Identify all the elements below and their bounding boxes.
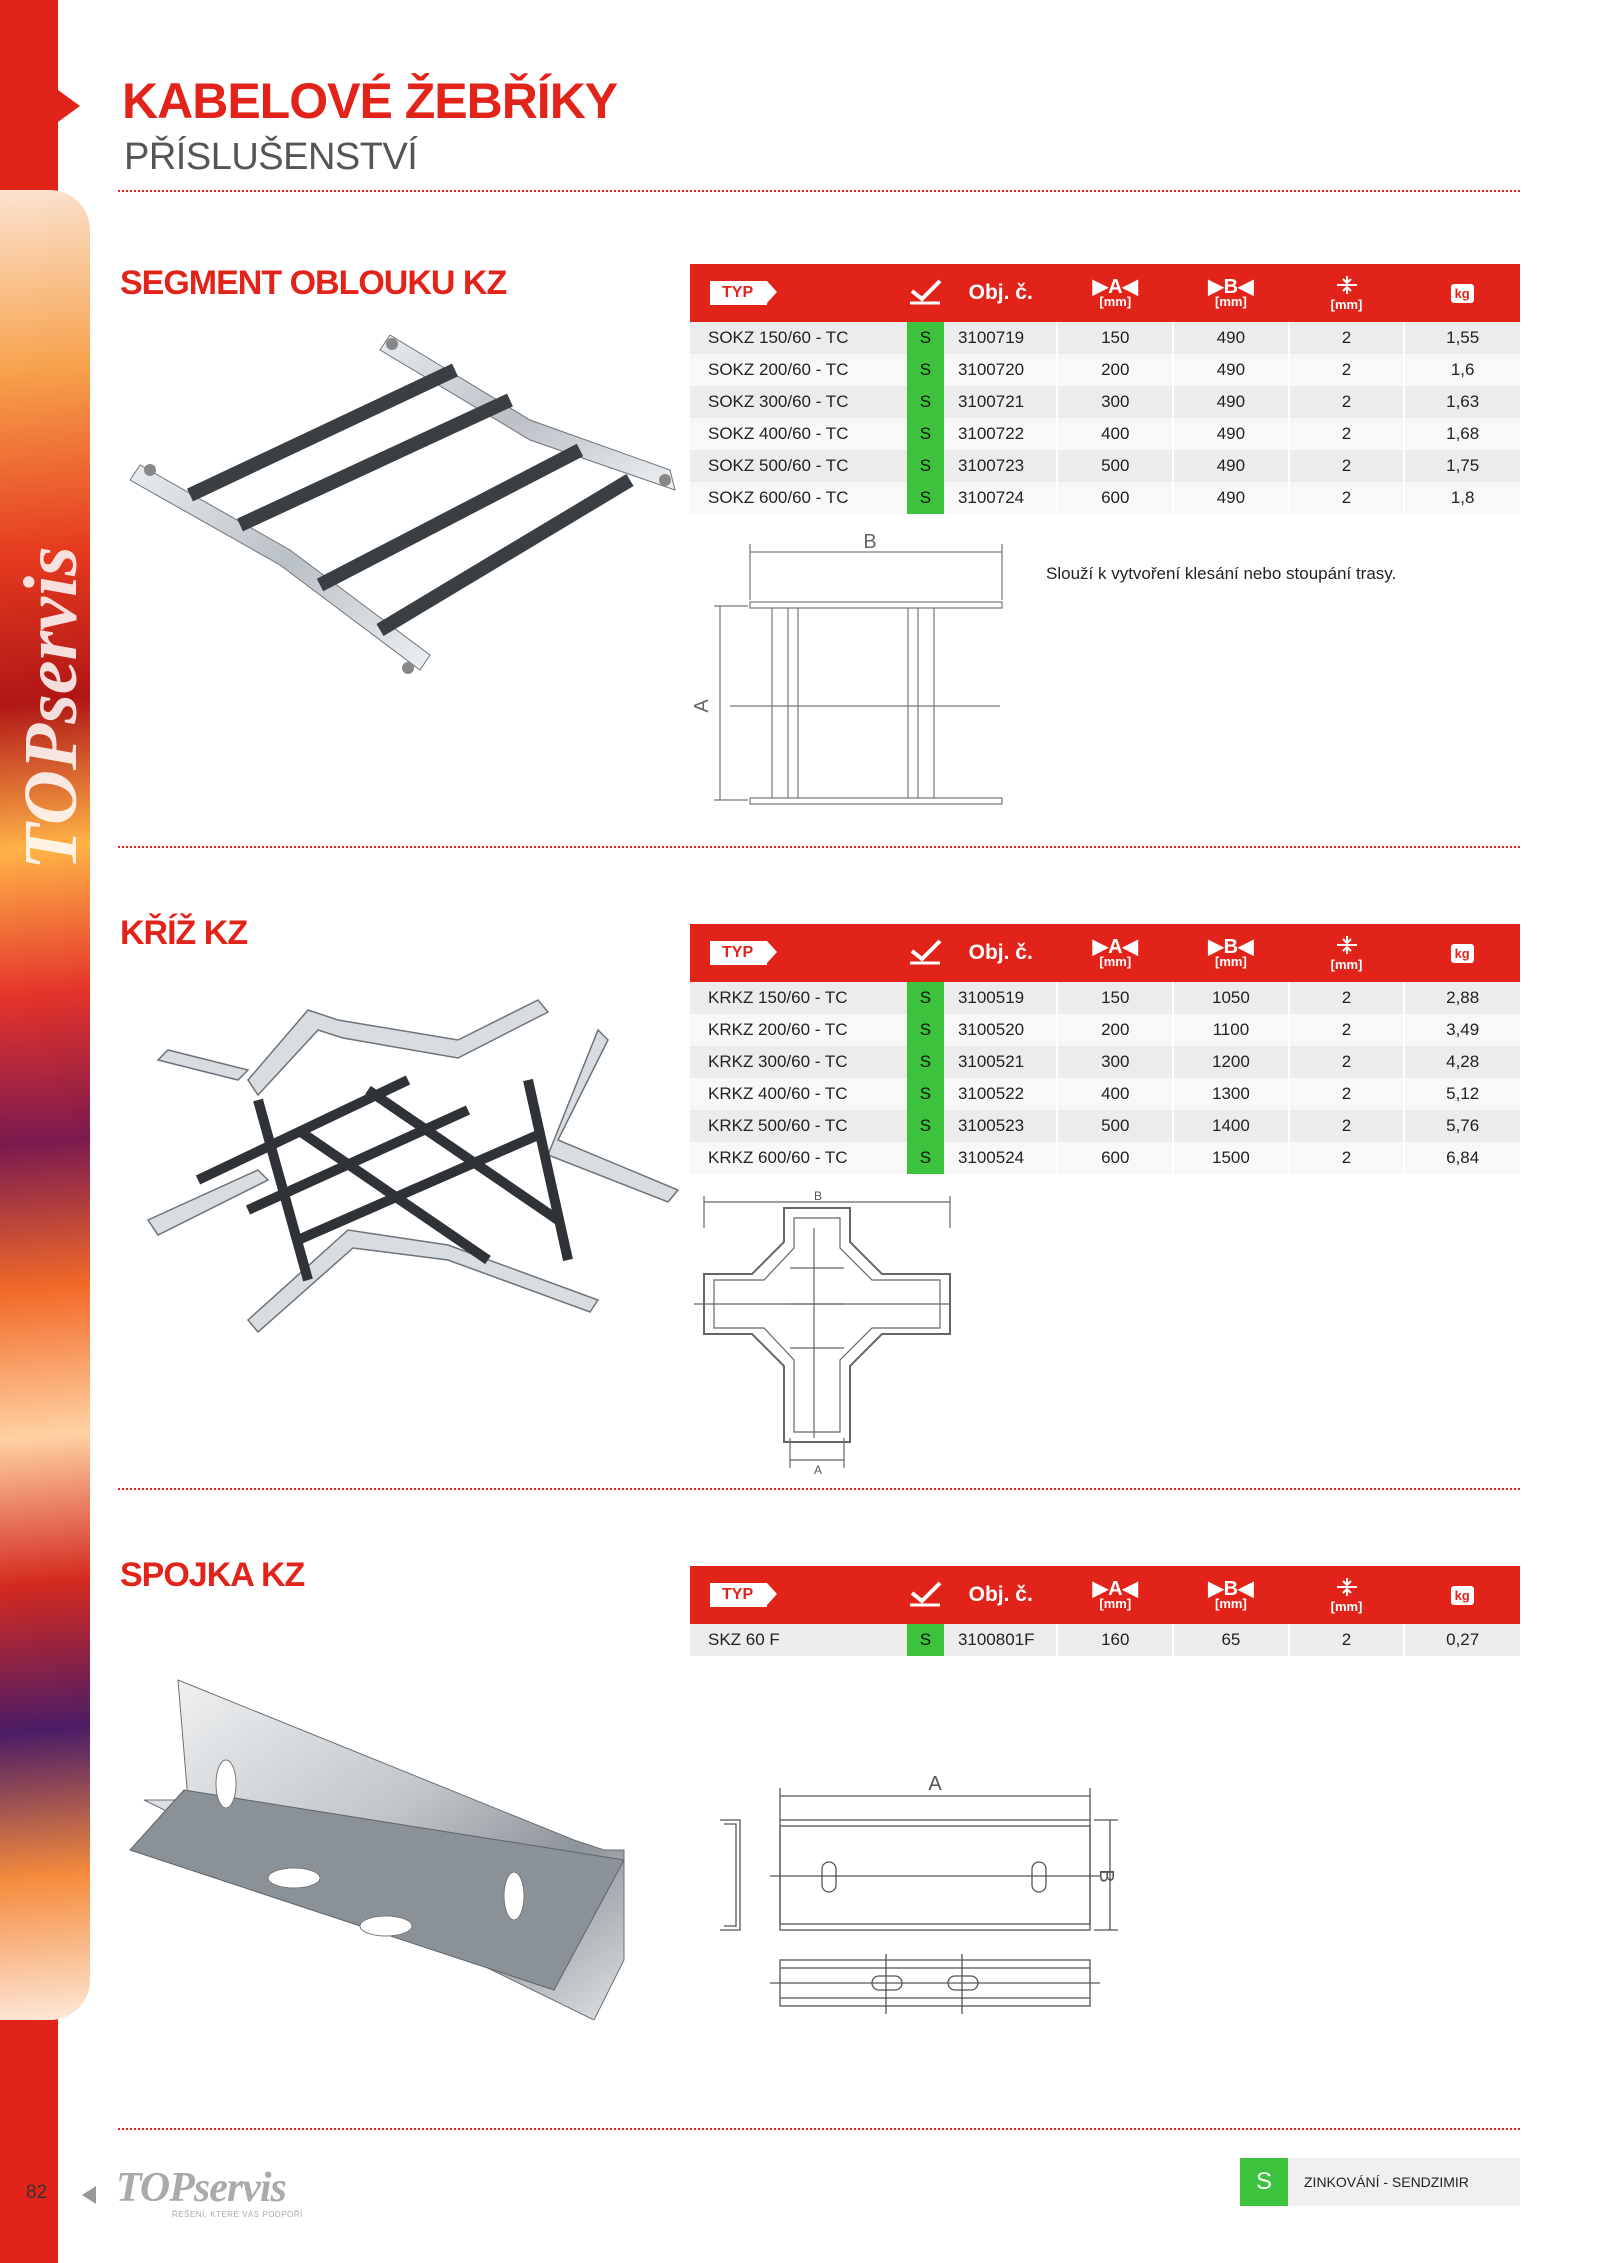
a-header: A [1108, 1578, 1123, 1600]
a-cell: 600 [1057, 482, 1173, 514]
typ-cell: KRKZ 150/60 - TC [690, 982, 907, 1014]
table-row [690, 1078, 1520, 1110]
coupler-spec-table [690, 1566, 1520, 1656]
a-dimension-icon: ▶A◀ [1092, 276, 1138, 298]
thickness-cell: 2 [1289, 1078, 1405, 1110]
coupler-illustration [124, 1660, 644, 2020]
table-row [690, 982, 1520, 1014]
zinc-cell: S [907, 450, 944, 482]
check-icon [908, 1579, 942, 1607]
zinc-cell: S [907, 482, 944, 514]
table-header [690, 264, 1520, 322]
footer-slogan: ŘEŠENÍ, KTERÉ VÁS PODPOŘÍ [172, 2210, 303, 2219]
thickness-icon [1335, 1578, 1359, 1596]
unit-label: [mm] [1330, 296, 1363, 312]
a-cell: 200 [1057, 1014, 1173, 1046]
typ-cell: KRKZ 200/60 - TC [690, 1014, 907, 1046]
typ-cell: KRKZ 500/60 - TC [690, 1110, 907, 1142]
obj-cell: 3100521 [944, 1046, 1058, 1078]
weight-cell: 6,84 [1404, 1142, 1520, 1174]
b-header: B [1223, 1578, 1239, 1600]
weight-icon: kg [1451, 1586, 1474, 1605]
segment-drawing [690, 530, 1010, 810]
thickness-icon [1335, 276, 1359, 294]
a-header: A [1108, 936, 1123, 958]
b-cell: 1050 [1173, 982, 1289, 1014]
page-title: KABELOVÉ ŽEBŘÍKY [122, 73, 618, 129]
a-cell: 300 [1057, 386, 1173, 418]
table-row [690, 418, 1520, 450]
b-cell: 490 [1173, 322, 1289, 354]
b-dimension-icon: ▶B◀ [1208, 1578, 1254, 1600]
drawing-label-b: B [1095, 1869, 1117, 1883]
a-cell: 160 [1057, 1624, 1173, 1656]
flame-decoration [0, 190, 90, 2020]
drawing-label-b: B [813, 1189, 823, 1203]
typ-cell: SOKZ 300/60 - TC [690, 386, 907, 418]
thickness-cell: 2 [1289, 418, 1405, 450]
weight-cell: 1,8 [1404, 482, 1520, 514]
table-row [690, 482, 1520, 514]
drawing-label-a: A [928, 1773, 942, 1795]
weight-cell: 2,88 [1404, 982, 1520, 1014]
table-row [690, 1046, 1520, 1078]
typ-header: TYP [710, 1583, 767, 1607]
b-cell: 1100 [1173, 1014, 1289, 1046]
weight-cell: 5,76 [1404, 1110, 1520, 1142]
obj-header: Obj. č. [968, 941, 1033, 964]
weight-cell: 1,6 [1404, 354, 1520, 386]
vertical-brand: TOPservis [9, 546, 93, 870]
zinc-cell: S [907, 1110, 944, 1142]
unit-label: [mm] [1215, 294, 1247, 309]
weight-cell: 4,28 [1404, 1046, 1520, 1078]
a-dimension-icon: ▶A◀ [1092, 936, 1138, 958]
b-cell: 490 [1173, 354, 1289, 386]
table-row [690, 450, 1520, 482]
b-dimension-icon: ▶B◀ [1208, 276, 1254, 298]
typ-cell: KRKZ 600/60 - TC [690, 1142, 907, 1174]
unit-label: [mm] [1099, 954, 1132, 969]
drawing-label-a: A [691, 699, 713, 713]
footer-logo: TOPservis [116, 2165, 286, 2211]
thickness-cell: 2 [1289, 1110, 1405, 1142]
thickness-cell: 2 [1289, 354, 1405, 386]
zinc-cell: S [907, 1078, 944, 1110]
obj-cell: 3100721 [944, 386, 1058, 418]
weight-cell: 3,49 [1404, 1014, 1520, 1046]
obj-cell: 3100522 [944, 1078, 1058, 1110]
section-title: KŘÍŽ KZ [120, 914, 248, 952]
cross-spec-table [690, 924, 1520, 1174]
table-row [690, 1142, 1520, 1174]
unit-label: [mm] [1330, 956, 1363, 972]
weight-cell: 1,55 [1404, 322, 1520, 354]
b-cell: 1200 [1173, 1046, 1289, 1078]
separator [118, 2128, 1520, 2130]
b-cell: 490 [1173, 386, 1289, 418]
zinc-cell: S [907, 1014, 944, 1046]
drawing-label-b: B [863, 531, 877, 553]
typ-header: TYP [710, 281, 767, 305]
table-row [690, 386, 1520, 418]
page-number: 82 [26, 2182, 48, 2203]
typ-cell: KRKZ 300/60 - TC [690, 1046, 907, 1078]
thickness-cell: 2 [1289, 982, 1405, 1014]
weight-cell: 1,63 [1404, 386, 1520, 418]
weight-cell: 5,12 [1404, 1078, 1520, 1110]
obj-cell: 3100523 [944, 1110, 1058, 1142]
zinc-cell: S [907, 418, 944, 450]
segment-note: Slouží k vytvoření klesání nebo stoupání trasy. [1046, 564, 1397, 583]
b-cell: 490 [1173, 450, 1289, 482]
b-header: B [1223, 276, 1239, 298]
thickness-cell: 2 [1289, 450, 1405, 482]
typ-cell: SOKZ 600/60 - TC [690, 482, 907, 514]
a-cell: 600 [1057, 1142, 1173, 1174]
typ-cell: SOKZ 500/60 - TC [690, 450, 907, 482]
a-cell: 150 [1057, 322, 1173, 354]
a-dimension-icon: ▶A◀ [1092, 1578, 1138, 1600]
segment-illustration [130, 330, 690, 690]
thickness-cell: 2 [1289, 386, 1405, 418]
obj-cell: 3100520 [944, 1014, 1058, 1046]
obj-header: Obj. č. [968, 1583, 1033, 1606]
a-cell: 150 [1057, 982, 1173, 1014]
segment-spec-table [690, 264, 1520, 514]
a-cell: 500 [1057, 450, 1173, 482]
zinc-cell: S [907, 1142, 944, 1174]
obj-cell: 3100719 [944, 322, 1058, 354]
separator [118, 190, 1520, 192]
zinc-cell: S [907, 386, 944, 418]
a-cell: 200 [1057, 354, 1173, 386]
unit-label: [mm] [1099, 1596, 1132, 1611]
table-row [690, 1110, 1520, 1142]
typ-cell: SOKZ 150/60 - TC [690, 322, 907, 354]
a-cell: 400 [1057, 1078, 1173, 1110]
section-title: SPOJKA KZ [120, 1556, 305, 1594]
weight-icon: kg [1451, 944, 1474, 963]
typ-cell: SOKZ 400/60 - TC [690, 418, 907, 450]
typ-cell: KRKZ 400/60 - TC [690, 1078, 907, 1110]
obj-cell: 3100801F [944, 1624, 1058, 1656]
weight-icon: kg [1451, 284, 1474, 303]
thickness-cell: 2 [1289, 1014, 1405, 1046]
obj-header: Obj. č. [968, 281, 1033, 304]
typ-header: TYP [710, 941, 767, 965]
thickness-cell: 2 [1289, 482, 1405, 514]
typ-cell: SKZ 60 F [690, 1624, 907, 1656]
thickness-cell: 2 [1289, 1046, 1405, 1078]
b-cell: 490 [1173, 418, 1289, 450]
check-icon [908, 937, 942, 965]
weight-cell: 1,75 [1404, 450, 1520, 482]
thickness-cell: 2 [1289, 322, 1405, 354]
legend [1240, 2158, 1520, 2206]
weight-cell: 1,68 [1404, 418, 1520, 450]
table-header [690, 1566, 1520, 1624]
separator [118, 1488, 1520, 1490]
typ-cell: SOKZ 200/60 - TC [690, 354, 907, 386]
table-row [690, 1624, 1520, 1656]
a-cell: 300 [1057, 1046, 1173, 1078]
b-dimension-icon: ▶B◀ [1208, 936, 1254, 958]
weight-cell: 0,27 [1404, 1624, 1520, 1656]
table-row [690, 1014, 1520, 1046]
table-header [690, 924, 1520, 982]
legend-text: ZINKOVÁNÍ - SENDZIMIR [1304, 2174, 1469, 2190]
cross-illustration [138, 990, 688, 1350]
zinc-cell: S [907, 1046, 944, 1078]
thickness-cell: 2 [1289, 1142, 1405, 1174]
section-title: SEGMENT OBLOUKU KZ [120, 264, 507, 302]
triangle-left-icon [82, 2186, 96, 2204]
zinc-cell: S [907, 982, 944, 1014]
cross-drawing [694, 1188, 954, 1478]
coupler-drawing [710, 1770, 1130, 2040]
obj-cell: 3100720 [944, 354, 1058, 386]
unit-label: [mm] [1215, 954, 1247, 969]
a-cell: 500 [1057, 1110, 1173, 1142]
unit-label: [mm] [1215, 1596, 1247, 1611]
a-cell: 400 [1057, 418, 1173, 450]
obj-cell: 3100519 [944, 982, 1058, 1014]
b-cell: 1400 [1173, 1110, 1289, 1142]
separator [118, 846, 1520, 848]
page-subtitle: PŘÍSLUŠENSTVÍ [124, 136, 418, 178]
obj-cell: 3100524 [944, 1142, 1058, 1174]
drawing-label-a: A [813, 1463, 823, 1477]
zinc-cell: S [907, 354, 944, 386]
obj-cell: 3100722 [944, 418, 1058, 450]
zinc-cell: S [907, 1624, 944, 1656]
obj-cell: 3100723 [944, 450, 1058, 482]
check-icon [908, 277, 942, 305]
zinc-cell: S [907, 322, 944, 354]
unit-label: [mm] [1330, 1598, 1363, 1614]
thickness-icon [1335, 936, 1359, 954]
unit-label: [mm] [1099, 294, 1132, 309]
thickness-cell: 2 [1289, 1624, 1405, 1656]
b-cell: 1300 [1173, 1078, 1289, 1110]
legend-code: S [1240, 2158, 1288, 2206]
title-marker [58, 90, 80, 122]
b-cell: 490 [1173, 482, 1289, 514]
b-cell: 65 [1173, 1624, 1289, 1656]
table-row [690, 354, 1520, 386]
b-header: B [1223, 936, 1239, 958]
obj-cell: 3100724 [944, 482, 1058, 514]
b-cell: 1500 [1173, 1142, 1289, 1174]
a-header: A [1108, 276, 1123, 298]
table-row [690, 322, 1520, 354]
